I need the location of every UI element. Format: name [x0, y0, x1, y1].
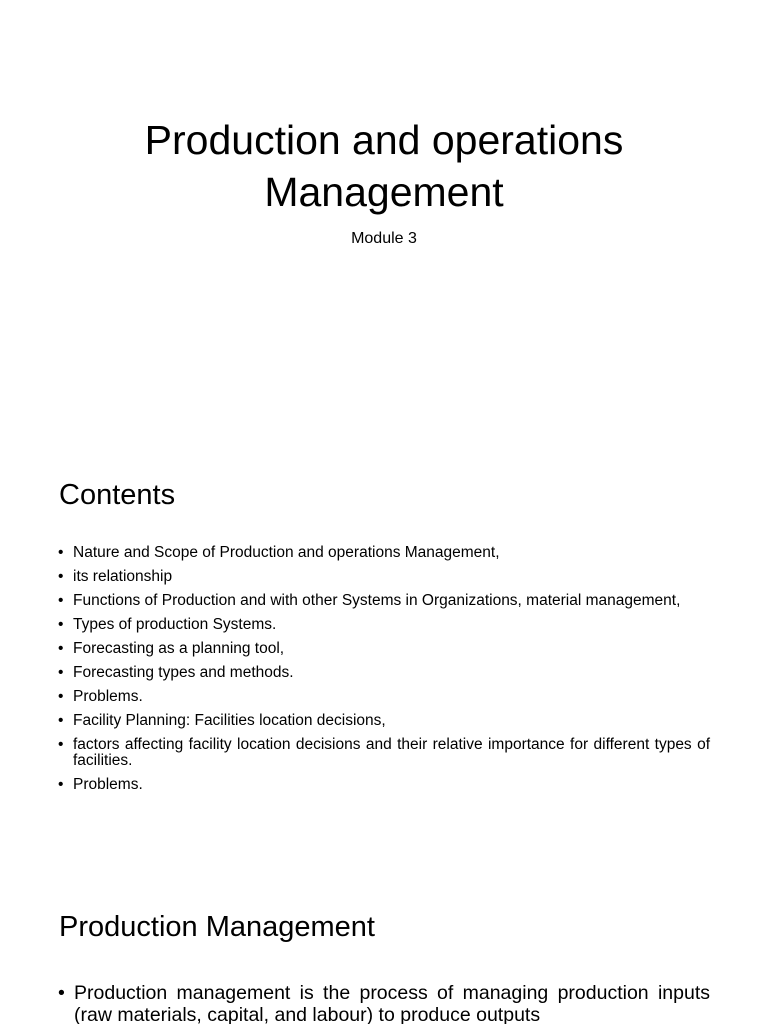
- list-item: • Forecasting as a planning tool,: [58, 640, 285, 657]
- list-item: • Forecasting types and methods.: [58, 664, 294, 681]
- production-management-list: [58, 982, 710, 1024]
- bullet-icon: •: [58, 712, 64, 729]
- bullet-icon: •: [58, 688, 64, 705]
- list-item: • Facility Planning: Facilities location decisions,: [58, 712, 386, 729]
- list-item: • Nature and Scope of Production and operations Management,: [58, 544, 500, 561]
- bullet-icon: •: [58, 640, 64, 657]
- contents-heading: Contents: [59, 479, 176, 511]
- bullet-icon: •: [58, 592, 64, 609]
- bullet-icon: •: [58, 544, 64, 561]
- contents-slide: [0, 432, 768, 864]
- title-slide: [0, 0, 768, 432]
- list-item: • Problems.: [58, 776, 143, 793]
- list-item: • Production management is the process of managing production inputs (raw materials, capital, and labour) to produce outputs: [58, 982, 710, 1024]
- bullet-icon: •: [58, 982, 65, 1004]
- production-management-slide: [0, 864, 768, 1024]
- bullet-icon: •: [58, 664, 64, 681]
- list-item: • its relationship: [58, 568, 173, 585]
- contents-list: [58, 545, 710, 801]
- title-line-2: Management: [264, 169, 504, 215]
- list-item: • factors affecting facility location decisions and their relative importance for different types of facilities.: [58, 736, 710, 769]
- presentation-subtitle: Module 3: [351, 230, 417, 247]
- bullet-icon: •: [58, 616, 64, 633]
- bullet-icon: •: [58, 736, 64, 753]
- list-item: • Problems.: [58, 688, 143, 705]
- list-item: • Functions of Production and with other Systems in Organizations, material management,: [58, 592, 681, 609]
- bullet-icon: •: [58, 568, 64, 585]
- production-management-heading: Production Management: [59, 911, 375, 943]
- title-line-1: Production and operations: [144, 117, 624, 163]
- presentation-title: [84, 114, 684, 218]
- list-item: • Types of production Systems.: [58, 616, 277, 633]
- bullet-icon: •: [58, 776, 64, 793]
